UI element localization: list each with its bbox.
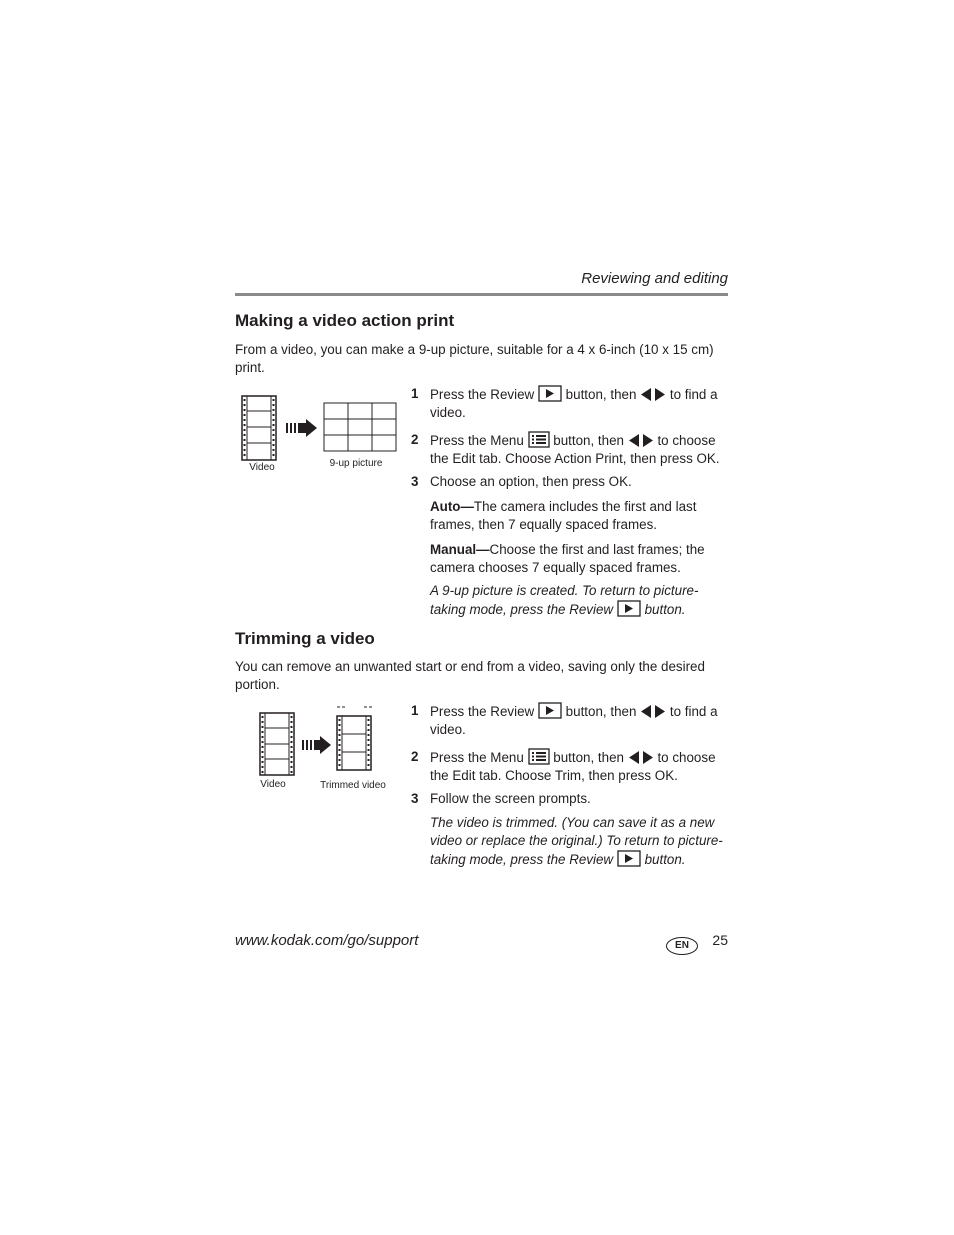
step-text: Press the Review [430, 704, 535, 719]
result-text: button. [644, 602, 686, 617]
section-intro-action-print: From a video, you can make a 9-up picture, suitable for a 4 x 6-inch (10 x 15 cm) print. [235, 342, 714, 375]
step-text: button, then [565, 387, 637, 402]
figure-video-to-trimmed [256, 702, 376, 782]
filmstrip-icon [260, 713, 294, 775]
figure-label-9up: 9-up picture [329, 458, 383, 469]
header-divider [235, 293, 728, 296]
section-heading-trimming: Trimming a video [235, 629, 375, 648]
left-right-arrows-icon [628, 750, 654, 765]
result-note [430, 582, 730, 619]
menu-button-icon [528, 748, 550, 765]
step-text: to choose the Edit tab. Choose Trim, then press OK. [430, 750, 716, 783]
language-badge: EN [666, 937, 698, 955]
step-number: 1 [411, 386, 419, 401]
menu-button-icon [528, 431, 550, 448]
review-button-icon [538, 702, 562, 719]
step-text: Choose an option, then press OK. [430, 474, 632, 489]
step-number: 3 [411, 791, 419, 806]
option-auto [430, 498, 730, 534]
option-description: The camera includes the first and last frames, then 7 equally spaced frames. [430, 499, 697, 532]
left-right-arrows-icon [640, 704, 666, 719]
step-item [411, 748, 730, 785]
step-item [411, 385, 730, 422]
step-text: Press the Review [430, 387, 535, 402]
option-manual [430, 541, 730, 577]
figure-video-to-trimmed-drawing [256, 702, 376, 782]
step-text: button, then [553, 750, 624, 765]
option-description: Choose the first and last frames; the camera chooses 7 equally spaced frames. [430, 542, 705, 575]
step-number: 1 [411, 703, 419, 718]
result-text: The video is trimmed. (You can save it as a new video or replace the original.) To return to picture-taking mode, press the Review [430, 815, 723, 867]
option-term: Manual— [430, 542, 490, 557]
footer-support-url[interactable]: www.kodak.com/go/support [235, 932, 419, 949]
review-button-icon [617, 850, 641, 867]
nine-up-grid-icon [324, 403, 396, 451]
filmstrip-icon [242, 396, 276, 460]
left-right-arrows-icon [640, 387, 666, 402]
step-number: 2 [411, 749, 419, 764]
review-button-icon [617, 600, 641, 617]
section-intro-trimming: You can remove an unwanted start or end from a video, saving only the desired portion. [235, 659, 705, 692]
trimmed-filmstrip-icon [337, 707, 372, 770]
left-right-arrows-icon [628, 433, 654, 448]
result-text: button. [644, 852, 686, 867]
step-item [411, 702, 730, 739]
figure-label-trimmed: Trimmed video [320, 780, 386, 791]
step-text: to find a video. [430, 387, 718, 420]
option-term: Auto— [430, 499, 474, 514]
step-number: 2 [411, 432, 419, 447]
step-item [411, 473, 730, 491]
step-text: Press the Menu [430, 433, 524, 448]
section-heading-action-print: Making a video action print [235, 311, 455, 330]
step-text: Press the Menu [430, 750, 524, 765]
step-text: to choose the Edit tab. Choose Action Print, then press OK. [430, 433, 720, 466]
step-text: button, then [553, 433, 624, 448]
step-number: 3 [411, 474, 419, 489]
process-arrow-icon [286, 419, 317, 437]
step-item [411, 790, 730, 808]
step-text: button, then [565, 704, 637, 719]
step-text: to find a video. [430, 704, 718, 737]
header-section-title: Reviewing and editing [581, 270, 728, 287]
process-arrow-icon [302, 736, 331, 754]
page-number: 25 [712, 932, 728, 948]
figure-label-video: Video [260, 779, 286, 790]
step-text: Follow the screen prompts. [430, 791, 591, 806]
result-text: A 9-up picture is created. To return to picture-taking mode, press the Review [430, 583, 699, 617]
figure-label-video: Video [249, 462, 275, 473]
review-button-icon [538, 385, 562, 402]
step-item [411, 431, 730, 468]
result-note [430, 814, 730, 869]
